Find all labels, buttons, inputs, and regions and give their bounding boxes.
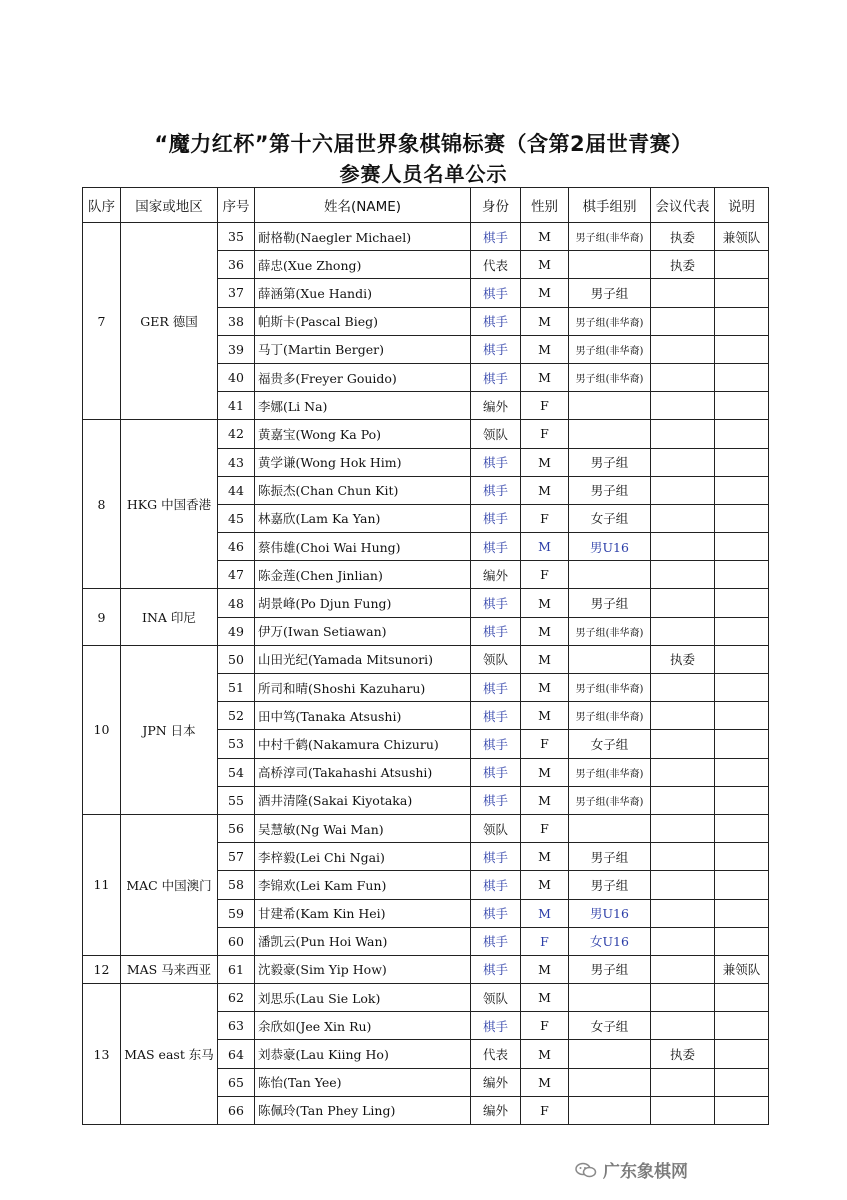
number-cell: 59 xyxy=(218,899,255,927)
name-cell: 黄学谦(Wong Hok Him) xyxy=(255,448,471,476)
rep-cell: 执委 xyxy=(651,1040,715,1068)
rep-cell xyxy=(651,702,715,730)
role-cell: 棋手 xyxy=(471,476,521,504)
header-number: 序号 xyxy=(218,188,255,223)
number-cell: 53 xyxy=(218,730,255,758)
rep-cell xyxy=(651,589,715,617)
country-cell: INA 印尼 xyxy=(121,589,218,645)
country-cell: MAC 中国澳门 xyxy=(121,814,218,955)
rep-cell xyxy=(651,561,715,589)
name-cell: 陈佩玲(Tan Phey Ling) xyxy=(255,1096,471,1124)
gender-cell: M xyxy=(521,448,569,476)
note-cell xyxy=(715,814,769,842)
note-cell xyxy=(715,1040,769,1068)
name-cell: 耐格勒(Naegler Michael) xyxy=(255,223,471,251)
group-cell: 男子组 xyxy=(569,589,651,617)
number-cell: 37 xyxy=(218,279,255,307)
gender-cell: M xyxy=(521,476,569,504)
number-cell: 41 xyxy=(218,392,255,420)
group-cell xyxy=(569,984,651,1012)
number-cell: 35 xyxy=(218,223,255,251)
number-cell: 45 xyxy=(218,504,255,532)
gender-cell: F xyxy=(521,814,569,842)
rep-cell: 执委 xyxy=(651,645,715,673)
role-cell: 棋手 xyxy=(471,533,521,561)
group-cell: 男子组(非华裔) xyxy=(569,363,651,391)
gender-cell: F xyxy=(521,561,569,589)
role-cell: 棋手 xyxy=(471,674,521,702)
group-cell xyxy=(569,1068,651,1096)
note-cell xyxy=(715,392,769,420)
group-cell: 男U16 xyxy=(569,533,651,561)
number-cell: 61 xyxy=(218,955,255,983)
gender-cell: F xyxy=(521,730,569,758)
rep-cell xyxy=(651,674,715,702)
note-cell xyxy=(715,335,769,363)
note-cell xyxy=(715,533,769,561)
rep-cell xyxy=(651,899,715,927)
role-cell: 编外 xyxy=(471,392,521,420)
header-group: 棋手组别 xyxy=(569,188,651,223)
rep-cell xyxy=(651,758,715,786)
role-cell: 棋手 xyxy=(471,504,521,532)
role-cell: 领队 xyxy=(471,645,521,673)
gender-cell: M xyxy=(521,786,569,814)
group-cell xyxy=(569,392,651,420)
name-cell: 山田光纪(Yamada Mitsunori) xyxy=(255,645,471,673)
number-cell: 47 xyxy=(218,561,255,589)
name-cell: 蔡伟雄(Choi Wai Hung) xyxy=(255,533,471,561)
gender-cell: M xyxy=(521,702,569,730)
note-cell xyxy=(715,476,769,504)
rep-cell: 执委 xyxy=(651,251,715,279)
gender-cell: M xyxy=(521,758,569,786)
document-title: “魔力红杯”第十六届世界象棋锦标赛（含第2届世青赛） xyxy=(154,132,693,156)
team-seq-cell: 10 xyxy=(83,645,121,814)
name-cell: 甘建希(Kam Kin Hei) xyxy=(255,899,471,927)
group-cell xyxy=(569,814,651,842)
number-cell: 42 xyxy=(218,420,255,448)
number-cell: 40 xyxy=(218,363,255,391)
header-note: 说明 xyxy=(715,188,769,223)
gender-cell: F xyxy=(521,1096,569,1124)
header-rep: 会议代表 xyxy=(651,188,715,223)
gender-cell: M xyxy=(521,1040,569,1068)
country-cell: MAS east 东马 xyxy=(121,984,218,1125)
gender-cell: M xyxy=(521,843,569,871)
number-cell: 58 xyxy=(218,871,255,899)
name-cell: 李锦欢(Lei Kam Fun) xyxy=(255,871,471,899)
number-cell: 64 xyxy=(218,1040,255,1068)
gender-cell: M xyxy=(521,984,569,1012)
roster-table xyxy=(82,187,769,1125)
number-cell: 46 xyxy=(218,533,255,561)
rep-cell xyxy=(651,335,715,363)
role-cell: 棋手 xyxy=(471,617,521,645)
gender-cell: M xyxy=(521,363,569,391)
number-cell: 43 xyxy=(218,448,255,476)
role-cell: 棋手 xyxy=(471,758,521,786)
gender-cell: M xyxy=(521,617,569,645)
role-cell: 棋手 xyxy=(471,1012,521,1040)
group-cell xyxy=(569,645,651,673)
name-cell: 陈金莲(Chen Jinlian) xyxy=(255,561,471,589)
header-role: 身份 xyxy=(471,188,521,223)
note-cell xyxy=(715,1096,769,1124)
number-cell: 48 xyxy=(218,589,255,617)
role-cell: 领队 xyxy=(471,984,521,1012)
name-cell: 薛忠(Xue Zhong) xyxy=(255,251,471,279)
rep-cell xyxy=(651,504,715,532)
rep-cell xyxy=(651,984,715,1012)
group-cell xyxy=(569,251,651,279)
table-row xyxy=(83,645,769,673)
note-cell xyxy=(715,448,769,476)
note-cell xyxy=(715,589,769,617)
rep-cell xyxy=(651,617,715,645)
table-row xyxy=(83,420,769,448)
team-seq-cell: 11 xyxy=(83,814,121,955)
role-cell: 领队 xyxy=(471,814,521,842)
name-cell: 胡景峰(Po Djun Fung) xyxy=(255,589,471,617)
group-cell: 男子组(非华裔) xyxy=(569,786,651,814)
team-seq-cell: 7 xyxy=(83,223,121,420)
gender-cell: F xyxy=(521,420,569,448)
group-cell: 男子组 xyxy=(569,476,651,504)
group-cell: 男子组(非华裔) xyxy=(569,702,651,730)
name-cell: 马丁(Martin Berger) xyxy=(255,335,471,363)
team-seq-cell: 8 xyxy=(83,420,121,589)
group-cell: 男子组(非华裔) xyxy=(569,758,651,786)
group-cell: 女子组 xyxy=(569,1012,651,1040)
table-row xyxy=(83,955,769,983)
rep-cell xyxy=(651,1096,715,1124)
gender-cell: M xyxy=(521,871,569,899)
number-cell: 62 xyxy=(218,984,255,1012)
note-cell xyxy=(715,674,769,702)
country-cell: GER 德国 xyxy=(121,223,218,420)
name-cell: 余欣如(Jee Xin Ru) xyxy=(255,1012,471,1040)
rep-cell xyxy=(651,814,715,842)
number-cell: 63 xyxy=(218,1012,255,1040)
number-cell: 38 xyxy=(218,307,255,335)
number-cell: 57 xyxy=(218,843,255,871)
name-cell: 潘凯云(Pun Hoi Wan) xyxy=(255,927,471,955)
role-cell: 代表 xyxy=(471,251,521,279)
header-country: 国家或地区 xyxy=(121,188,218,223)
number-cell: 66 xyxy=(218,1096,255,1124)
role-cell: 棋手 xyxy=(471,448,521,476)
number-cell: 44 xyxy=(218,476,255,504)
role-cell: 领队 xyxy=(471,420,521,448)
header-row xyxy=(83,188,769,223)
rep-cell xyxy=(651,871,715,899)
role-cell: 棋手 xyxy=(471,927,521,955)
group-cell: 男子组 xyxy=(569,955,651,983)
rep-cell xyxy=(651,363,715,391)
wechat-icon xyxy=(575,1162,597,1178)
rep-cell xyxy=(651,786,715,814)
number-cell: 51 xyxy=(218,674,255,702)
rep-cell xyxy=(651,927,715,955)
watermark-text: 广东象棋网 xyxy=(603,1162,688,1182)
name-cell: 陈振杰(Chan Chun Kit) xyxy=(255,476,471,504)
name-cell: 帕斯卡(Pascal Bieg) xyxy=(255,307,471,335)
rep-cell xyxy=(651,392,715,420)
number-cell: 54 xyxy=(218,758,255,786)
table-row xyxy=(83,984,769,1012)
role-cell: 代表 xyxy=(471,1040,521,1068)
gender-cell: M xyxy=(521,223,569,251)
name-cell: 林嘉欣(Lam Ka Yan) xyxy=(255,504,471,532)
group-cell xyxy=(569,561,651,589)
country-cell: JPN 日本 xyxy=(121,645,218,814)
document-subtitle: 参赛人员名单公示 xyxy=(339,162,508,186)
role-cell: 编外 xyxy=(471,1096,521,1124)
gender-cell: M xyxy=(521,899,569,927)
name-cell: 薛涵第(Xue Handi) xyxy=(255,279,471,307)
role-cell: 棋手 xyxy=(471,589,521,617)
name-cell: 伊万(Iwan Setiawan) xyxy=(255,617,471,645)
group-cell: 男U16 xyxy=(569,899,651,927)
gender-cell: M xyxy=(521,645,569,673)
team-seq-cell: 13 xyxy=(83,984,121,1125)
name-cell: 李梓毅(Lei Chi Ngai) xyxy=(255,843,471,871)
note-cell xyxy=(715,871,769,899)
role-cell: 棋手 xyxy=(471,363,521,391)
gender-cell: M xyxy=(521,533,569,561)
note-cell xyxy=(715,645,769,673)
role-cell: 棋手 xyxy=(471,871,521,899)
rep-cell xyxy=(651,307,715,335)
role-cell: 棋手 xyxy=(471,730,521,758)
rep-cell xyxy=(651,843,715,871)
name-cell: 刘思乐(Lau Sie Lok) xyxy=(255,984,471,1012)
number-cell: 55 xyxy=(218,786,255,814)
name-cell: 黄嘉宝(Wong Ka Po) xyxy=(255,420,471,448)
note-cell: 兼领队 xyxy=(715,223,769,251)
note-cell xyxy=(715,363,769,391)
note-cell xyxy=(715,504,769,532)
number-cell: 36 xyxy=(218,251,255,279)
gender-cell: M xyxy=(521,279,569,307)
note-cell xyxy=(715,843,769,871)
header-team-seq: 队序 xyxy=(83,188,121,223)
gender-cell: M xyxy=(521,335,569,363)
group-cell: 男子组(非华裔) xyxy=(569,223,651,251)
group-cell: 男子组(非华裔) xyxy=(569,307,651,335)
role-cell: 棋手 xyxy=(471,223,521,251)
note-cell xyxy=(715,279,769,307)
note-cell xyxy=(715,251,769,279)
number-cell: 50 xyxy=(218,645,255,673)
gender-cell: F xyxy=(521,927,569,955)
gender-cell: M xyxy=(521,674,569,702)
group-cell: 男子组 xyxy=(569,871,651,899)
gender-cell: F xyxy=(521,392,569,420)
group-cell: 女子组 xyxy=(569,504,651,532)
note-cell xyxy=(715,1068,769,1096)
role-cell: 棋手 xyxy=(471,307,521,335)
note-cell xyxy=(715,730,769,758)
note-cell xyxy=(715,786,769,814)
name-cell: 陈怡(Tan Yee) xyxy=(255,1068,471,1096)
table-row xyxy=(83,589,769,617)
role-cell: 棋手 xyxy=(471,843,521,871)
group-cell: 女子组 xyxy=(569,730,651,758)
number-cell: 39 xyxy=(218,335,255,363)
group-cell: 男子组(非华裔) xyxy=(569,617,651,645)
rep-cell xyxy=(651,476,715,504)
team-seq-cell: 12 xyxy=(83,955,121,983)
note-cell: 兼领队 xyxy=(715,955,769,983)
number-cell: 65 xyxy=(218,1068,255,1096)
role-cell: 棋手 xyxy=(471,335,521,363)
name-cell: 刘恭豪(Lau Kiing Ho) xyxy=(255,1040,471,1068)
gender-cell: M xyxy=(521,955,569,983)
country-cell: HKG 中国香港 xyxy=(121,420,218,589)
rep-cell xyxy=(651,448,715,476)
rep-cell xyxy=(651,1068,715,1096)
team-seq-cell: 9 xyxy=(83,589,121,645)
gender-cell: M xyxy=(521,1068,569,1096)
group-cell: 男子组 xyxy=(569,843,651,871)
note-cell xyxy=(715,899,769,927)
group-cell xyxy=(569,1096,651,1124)
number-cell: 52 xyxy=(218,702,255,730)
group-cell: 男子组 xyxy=(569,279,651,307)
gender-cell: F xyxy=(521,504,569,532)
rep-cell xyxy=(651,955,715,983)
gender-cell: M xyxy=(521,307,569,335)
header-name: 姓名(NAME) xyxy=(255,188,471,223)
note-cell xyxy=(715,702,769,730)
note-cell xyxy=(715,758,769,786)
table-row xyxy=(83,223,769,251)
role-cell: 棋手 xyxy=(471,702,521,730)
group-cell: 男子组(非华裔) xyxy=(569,335,651,363)
name-cell: 田中笃(Tanaka Atsushi) xyxy=(255,702,471,730)
group-cell xyxy=(569,420,651,448)
name-cell: 吴慧敏(Ng Wai Man) xyxy=(255,814,471,842)
note-cell xyxy=(715,561,769,589)
note-cell xyxy=(715,1012,769,1040)
name-cell: 福贵多(Freyer Gouido) xyxy=(255,363,471,391)
name-cell: 高桥淳司(Takahashi Atsushi) xyxy=(255,758,471,786)
note-cell xyxy=(715,307,769,335)
role-cell: 棋手 xyxy=(471,786,521,814)
group-cell: 女U16 xyxy=(569,927,651,955)
table-row xyxy=(83,814,769,842)
number-cell: 56 xyxy=(218,814,255,842)
note-cell xyxy=(715,927,769,955)
role-cell: 棋手 xyxy=(471,955,521,983)
rep-cell xyxy=(651,730,715,758)
group-cell: 男子组 xyxy=(569,448,651,476)
role-cell: 编外 xyxy=(471,561,521,589)
rep-cell: 执委 xyxy=(651,223,715,251)
name-cell: 中村千鹤(Nakamura Chizuru) xyxy=(255,730,471,758)
number-cell: 60 xyxy=(218,927,255,955)
note-cell xyxy=(715,617,769,645)
rep-cell xyxy=(651,420,715,448)
name-cell: 所司和晴(Shoshi Kazuharu) xyxy=(255,674,471,702)
name-cell: 酒井清隆(Sakai Kiyotaka) xyxy=(255,786,471,814)
rep-cell xyxy=(651,279,715,307)
rep-cell xyxy=(651,1012,715,1040)
rep-cell xyxy=(651,533,715,561)
country-cell: MAS 马来西亚 xyxy=(121,955,218,983)
gender-cell: M xyxy=(521,251,569,279)
gender-cell: M xyxy=(521,589,569,617)
header-gender: 性别 xyxy=(521,188,569,223)
number-cell: 49 xyxy=(218,617,255,645)
role-cell: 编外 xyxy=(471,1068,521,1096)
roster-body xyxy=(83,223,769,1125)
group-cell xyxy=(569,1040,651,1068)
watermark xyxy=(575,1157,688,1182)
name-cell: 沈毅豪(Sim Yip How) xyxy=(255,955,471,983)
role-cell: 棋手 xyxy=(471,899,521,927)
group-cell: 男子组(非华裔) xyxy=(569,674,651,702)
role-cell: 棋手 xyxy=(471,279,521,307)
name-cell: 李娜(Li Na) xyxy=(255,392,471,420)
note-cell xyxy=(715,420,769,448)
note-cell xyxy=(715,984,769,1012)
gender-cell: F xyxy=(521,1012,569,1040)
